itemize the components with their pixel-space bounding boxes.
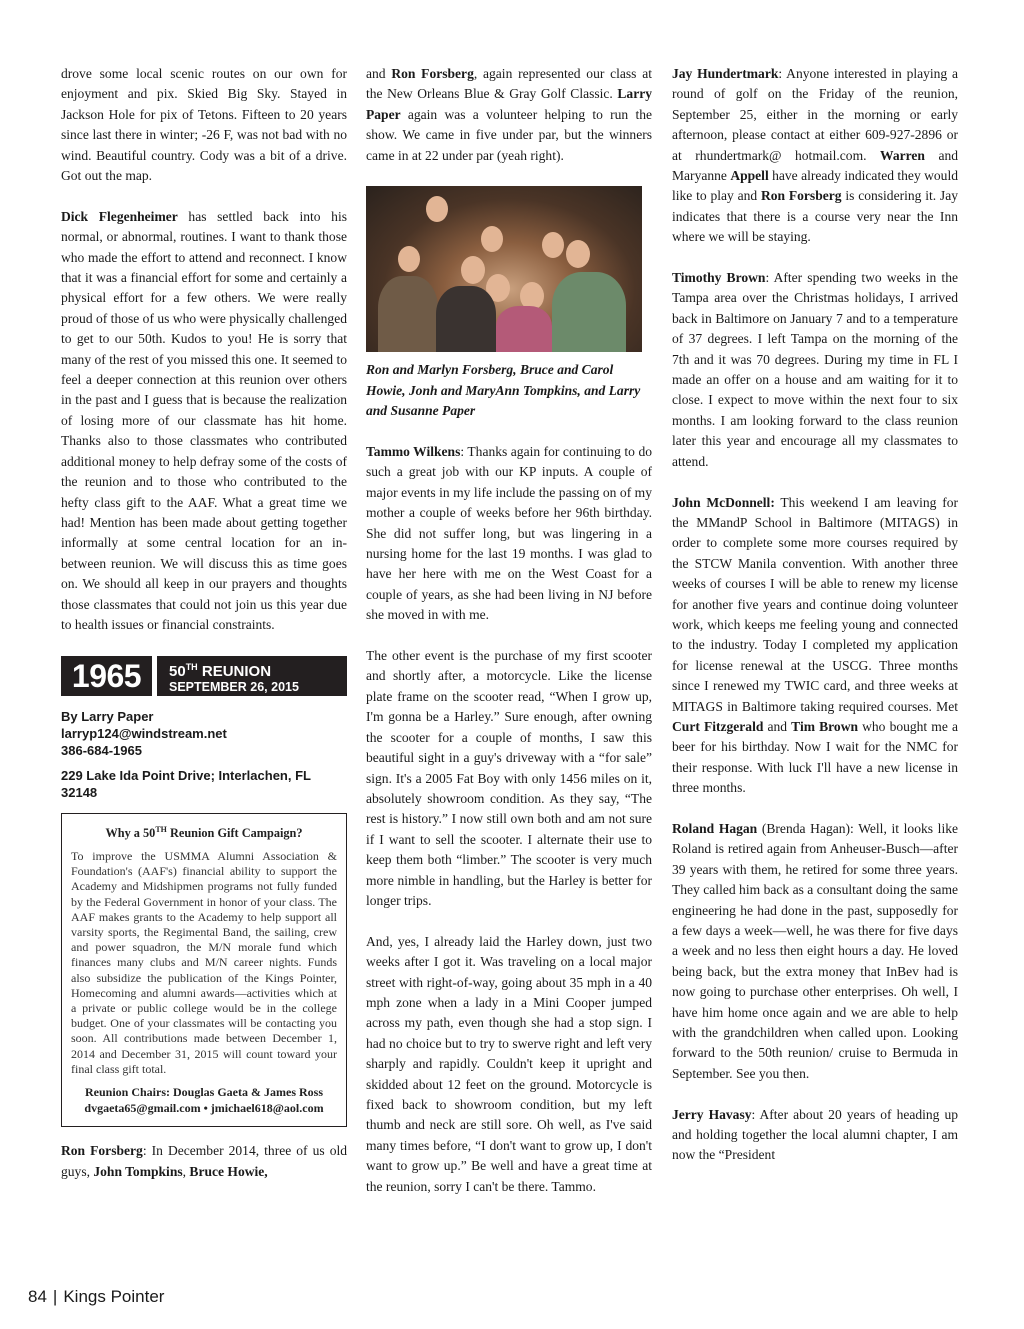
classmate-name: Dick Flegenheimer: [61, 208, 178, 224]
paragraph-brown: Timothy Brown: After spending two weeks in the Tampa area over the Christmas holidays, I arrived back in Baltimore on January 7 and to a temperature of 37 degrees. I left Tampa on the morning of the 7th and it was 70 degrees. During my time in FL I made an offer on a house and am waiting for it to close. I expect to move within the next four to six months. I am looking forward to the class reunion later this year and encourage all my classmates to attend.: [672, 270, 958, 469]
paragraph-golf-classic: and Ron Forsberg, again represented our class at the New Orleans Blue & Gray Golf Classic. Larry Paper again was a volunteer helping to run the show. We came in five under par, but the winners came in at 22 under par (yeah right).: [366, 66, 652, 163]
gift-campaign-title: Why a 50TH Reunion Gift Campaign?: [105, 824, 303, 840]
paragraph-mcdonnell: John McDonnell: This weekend I am leaving for the MMandP School in Baltimore (MITAGS) in order to complete some more courses required by the STCW Manila convention. With another three weeks of courses I will be able to renew my license for another five years and continue doing volunteer work, which keeps me feeling young and connected to the industry. Today I completed my application for license renewal at the USCG. Three months since I renewed my TWIC card, and three weeks at MITAGS in Baltimore taking required courses. Met Curt Fitzgerald and Tim Brown who bought me a beer for his birthday. Now I wait for the NMC for their response. With luck I'll have a new license in three months.: [672, 494, 958, 796]
correspondent-address: 229 Lake Ida Point Drive; Interlachen, FL 32148: [61, 767, 311, 800]
publication-name: Kings Pointer: [63, 1287, 165, 1306]
footer-separator: |: [52, 1287, 58, 1306]
column-2: [366, 64, 652, 1197]
class-correspondent: [61, 708, 347, 801]
gift-campaign-body: To improve the USMMA Alumni Association & Foundation's (AAF's) financial ability to support the Academy and Midshipmen programs not fully funded by the Federal Government in honor of your class. The AAF makes grants to the Academy to help support all varsity sports, the Regimental Band, the sailing, crew and power squadron, the M/N morale fund which finances many clubs and M/N career nights. Funds also subsidize the publication of the Kings Pointer, Homecoming and alumni awards—activities which at a private or public college would be in the college budget. One of your classmates will be contacting you soon. All contributions made between December 1, 2014 and December 31, 2015 will count toward your final class gift total.: [71, 849, 337, 1076]
page-number: 84: [28, 1287, 47, 1306]
gift-campaign-box: [61, 813, 347, 1127]
paragraph-hagan: Roland Hagan (Brenda Hagan): Well, it looks like Roland is retired again from Anheuser-Busch—after 39 years with them, he retired for some three years. They called him back as a consultant doing the same engineering he had done in the past, supposedly for a few days a week—well, he was there for five days a week and no less then eight hours a day. He loved being back, but the extra money that InBev had is now going to purchase other enterprises. Oh well, I have him home once again and we are able to help with the grandchildren when called upon. Looking forward to the 50th reunion/ cruise to Bermuda in September. See you then.: [672, 820, 958, 1081]
reunion-chairs: Reunion Chairs: Douglas Gaeta & James Ross dvgaeta65@gmail.com • jmichael618@aol.com: [71, 1085, 337, 1116]
reunion-title: 50TH REUNION: [169, 661, 272, 680]
paragraph-flegenheimer: Dick Flegenheimer has settled back into his normal, or abnormal, routines. I want to thank those who made the effort to attend and reconnect. I know that it was a financial effort for some and certainly a physical effort for a few others. We were really proud of those of us who were physically challenged to get to our 50th. Kudos to you! He is sorry that many of the rest of you missed this one. It seemed to feel a deeper connection at this reunion over others in the past and I guess that is because the realization of losing more of our classmate has hit home. Thanks also to those classmates who contributed additional money to help defray some of the costs of the reunion and to those who contributed to the hefty class gift to the AAF. What a great time we had! Mention has been made about getting together informally at some central location for an in-between reunion. We will discuss this as time goes on. We should all keep in our prayers and thoughts those classmates that could not join us this year due to health issues or financial constraints.: [61, 208, 347, 632]
paragraph-harley: The other event is the purchase of my first scooter and shortly after, a motorcycle. Like the license plate frame on the scooter read, “When I grow up, I'm gonna be a Harley.” Sure enough, after owning the scooter for a couple of months, I saw this beautiful sight in a guy's driveway with a “for sale” sign. It's a 2005 Fat Boy with only 1456 miles on it, absolutely showroom condition. As they say, “The rest is history.” I now still own both and am not sure if I want to sell the scooter. I alternate their use to keep them both “limber.” The scooter is very much more nimble in handling, but the Harley is better for longer trips.: [366, 648, 652, 908]
reunion-chairs-emails[interactable]: dvgaeta65@gmail.com • jmichael618@aol.com: [84, 1100, 324, 1115]
correspondent-name: By Larry Paper: [61, 708, 154, 724]
paragraph-crash: And, yes, I already laid the Harley down, just two weeks after I got it. Was traveling on a local major street with right-of-way, going about 35 mph in a 40 mph zone when a lady in a Mini Cooper jumped across my path, even though she had a stop sign. I had no choice but to try to swerve right and left very sharply and rapidly. Couldn't keep it upright and skidded about 12 feet on the ground. Motorcycle is fixed back to showroom condition, but my left thumb and neck are still sore. Oh well, as I've said many times before, “I don't want to grow up, I don't want to grow up.” Be well and have a great time at the reunion, sorry I can't be there. Tammo.: [366, 933, 652, 1194]
class-banner: [61, 656, 347, 696]
class-year: 1965: [61, 656, 152, 696]
photo-caption: Ron and Marlyn Forsberg, Bruce and Carol Howie, Jonh and MaryAnn Tompkins, and Larry and Susanne Paper: [366, 362, 641, 419]
paragraph-wilkens: Tammo Wilkens: Thanks again for continuing to do such a great job with our KP inputs. A couple of major events in my life include the passing on of my mother a couple of weeks before her 96th birthday. She did not suffer long, but was lingering in a nursing home for the last 19 months. I was glad to have her here with me on the West Coast for a couple of years, as she had been living in NJ before she moved in with me.: [366, 444, 652, 623]
paragraph-continuation: drove some local scenic routes on our own for enjoyment and pix. Skied Big Sky. Stayed in Jackson Hole for pix of Tetons. Fifteen to 20 years since last there in winter; -26 F, was not bad with no wind. Beautiful country. Cody was a bit of a drive. Got out the map.: [61, 66, 347, 184]
reunion-date: SEPTEMBER 26, 2015: [169, 679, 299, 694]
reunion-banner: [157, 656, 347, 696]
page-footer: [28, 1287, 164, 1307]
paragraph-havasy: Jerry Havasy: After about 20 years of heading up and holding together the local alumni chapter, I am now the “President: [672, 1106, 958, 1163]
correspondent-phone: 386-684-1965: [61, 742, 142, 758]
paragraph-forsberg: Ron Forsberg: In December 2014, three of us old guys, John Tompkins, Bruce Howie,: [61, 1143, 347, 1179]
paragraph-hundertmark: Jay Hundertmark: Anyone interested in playing a round of golf on the Friday of the reunion, September 25, either in the morning or early afternoon, please contact at either 609-927-2896 or at rhundertmark@ hotmail.com. Warren and Maryanne Appell have already indicated they would like to play and Ron Forsberg is considering it. Jay indicates that there is a course very near the Inn where we will be staying.: [672, 66, 958, 245]
column-1: [61, 64, 347, 1182]
correspondent-email[interactable]: larryp124@windstream.net: [61, 725, 227, 741]
group-photo: [366, 186, 642, 352]
column-3: [672, 64, 958, 1166]
